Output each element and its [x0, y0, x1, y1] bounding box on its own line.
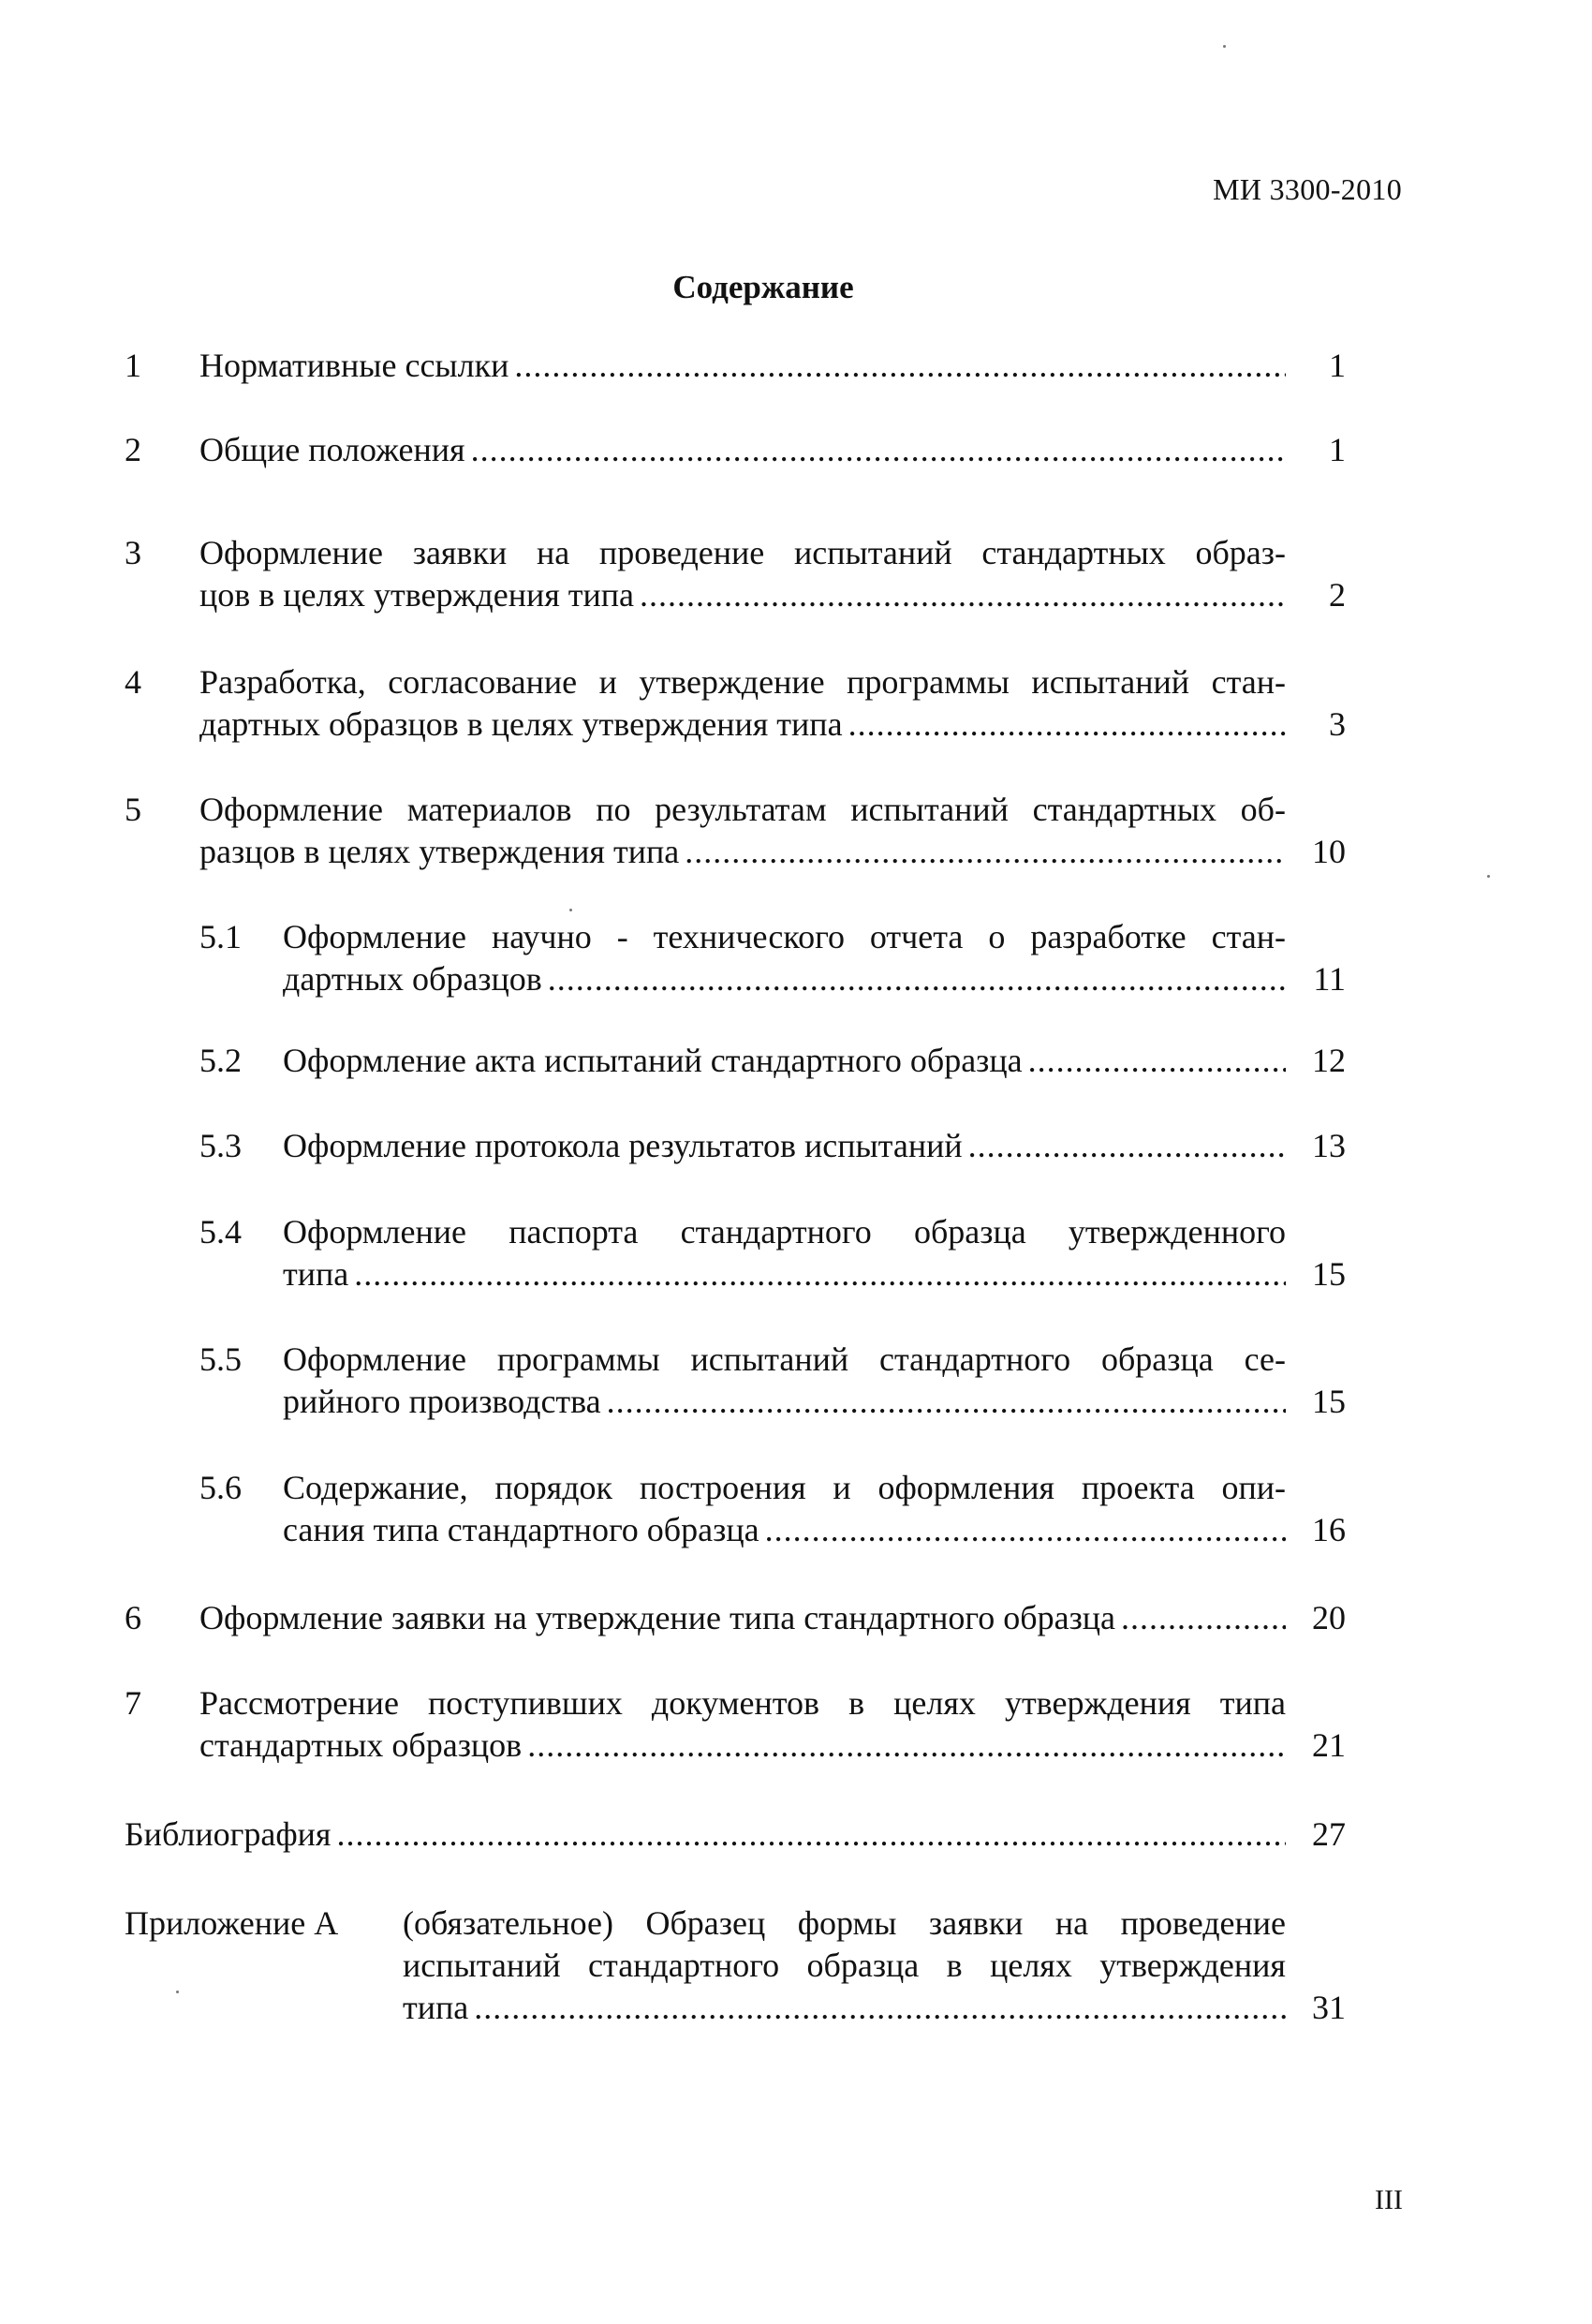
- toc-entry-title: типа: [283, 1255, 349, 1293]
- dot-leader: [765, 1509, 1286, 1551]
- page-number: III: [1375, 2184, 1403, 2215]
- toc-entry-text: [283, 916, 1286, 1000]
- toc-entry-last-line: [125, 1813, 1286, 1856]
- toc-entry-line: Оформление научно - технического отчета о разработке стан-: [283, 918, 1286, 955]
- toc-entry-title: дартных образцов в целях утверждения типа: [199, 705, 843, 743]
- toc-entry-last-line: [403, 1987, 1286, 2029]
- toc-entry-line: Оформление материалов по результатам испытаний стандартных об-: [199, 791, 1286, 828]
- toc-entry-last-line: [283, 1040, 1286, 1082]
- toc-entry-page: 10: [1312, 833, 1346, 870]
- dot-leader: [471, 429, 1286, 471]
- toc-entry-title: Оформление протокола результатов испытаний: [283, 1127, 963, 1164]
- toc-entry-page: 15: [1312, 1383, 1346, 1420]
- toc-entry-last-line: [199, 1724, 1286, 1767]
- toc-entry-text: [199, 1597, 1286, 1639]
- toc-entry-last-line: [283, 1509, 1286, 1551]
- dot-leader: [1121, 1597, 1286, 1639]
- toc-entry-page: 2: [1329, 576, 1346, 614]
- toc-entry-text: [199, 429, 1286, 471]
- dot-leader: [968, 1125, 1286, 1167]
- toc-entry-title: Оформление заявки на утверждение типа стандартного образца: [199, 1599, 1116, 1636]
- toc-entry-number: 5: [125, 791, 141, 828]
- toc-entry-line: Рассмотрение поступивших документов в целях утверждения типа: [199, 1684, 1286, 1722]
- dot-leader: [474, 1987, 1286, 2029]
- dot-leader: [1028, 1040, 1286, 1082]
- toc-entry-last-line: [199, 345, 1286, 387]
- toc-entry-page: 12: [1312, 1042, 1346, 1079]
- scan-speck: [1223, 45, 1226, 48]
- toc-entry-last-line: [199, 574, 1286, 616]
- toc-entry-page: 15: [1312, 1255, 1346, 1293]
- toc-entry-text: [283, 1467, 1286, 1551]
- toc-entry-text: [283, 1125, 1286, 1167]
- toc-entry-last-line: [199, 429, 1286, 471]
- toc-entry-last-line: [283, 1253, 1286, 1295]
- toc-entry-number: Приложение А: [125, 1904, 339, 1942]
- toc-entry-text: [199, 1682, 1286, 1767]
- toc-entry-number: 5.4: [199, 1213, 242, 1251]
- toc-entry-title: Оформление акта испытаний стандартного образца: [283, 1042, 1023, 1079]
- dot-leader: [640, 574, 1286, 616]
- toc-entry-title: стандартных образцов: [199, 1726, 523, 1764]
- toc-entry-text: [283, 1339, 1286, 1423]
- dot-leader: [548, 958, 1286, 1000]
- toc-entry-text: [283, 1040, 1286, 1082]
- dot-leader: [354, 1253, 1286, 1295]
- toc-entry-page: 31: [1312, 1989, 1346, 2026]
- toc-entry-line: Разработка, согласование и утверждение программы испытаний стан-: [199, 663, 1286, 701]
- toc-entry-page: 13: [1312, 1127, 1346, 1164]
- toc-entry-page: 1: [1329, 347, 1346, 384]
- toc-entry-last-line: [199, 703, 1286, 746]
- toc-entry-page: 21: [1312, 1726, 1346, 1764]
- toc-entry-number: 7: [125, 1684, 141, 1722]
- toc-entry-page: 16: [1312, 1511, 1346, 1548]
- toc-title: Содержание: [672, 269, 854, 305]
- dot-leader: [514, 345, 1286, 387]
- toc-entry-last-line: [199, 1597, 1286, 1639]
- toc-entry-title: разцов в целях утверждения типа: [199, 833, 680, 870]
- toc-entry-number: 4: [125, 663, 141, 701]
- dot-leader: [685, 831, 1286, 873]
- toc-entry-number: 5.5: [199, 1340, 242, 1378]
- toc-entry-number: 6: [125, 1599, 141, 1636]
- toc-entry-line: (обязательное) Образец формы заявки на проведение: [403, 1904, 1286, 1942]
- toc-entry-number: 5.1: [199, 918, 242, 955]
- toc-entry-text: [199, 532, 1286, 616]
- toc-entry-number: 3: [125, 534, 141, 571]
- toc-entry-title: Библиография: [125, 1815, 332, 1853]
- toc-entry-title: Общие положения: [199, 431, 465, 468]
- toc-entry-title: цов в целях утверждения типа: [199, 576, 635, 614]
- toc-entry-title: типа: [403, 1989, 469, 2026]
- scan-speck: [1487, 875, 1490, 878]
- scan-speck: [569, 909, 572, 911]
- toc-entry-text: [199, 661, 1286, 746]
- toc-entry-text: [199, 345, 1286, 387]
- toc-entry-number: 2: [125, 431, 141, 468]
- toc-entry-line: Оформление программы испытаний стандартного образца се-: [283, 1340, 1286, 1378]
- toc-entry-text: [199, 789, 1286, 873]
- toc-entry-title: сания типа стандартного образца: [283, 1511, 759, 1548]
- toc-entry-last-line: [199, 831, 1286, 873]
- dot-leader: [527, 1724, 1286, 1767]
- toc-entry-page: 27: [1312, 1815, 1346, 1853]
- dot-leader: [848, 703, 1286, 746]
- toc-entry-text: [125, 1813, 1286, 1856]
- dot-leader: [607, 1381, 1286, 1423]
- toc-entry-last-line: [283, 958, 1286, 1000]
- toc-entry-last-line: [283, 1381, 1286, 1423]
- toc-entry-page: 3: [1329, 705, 1346, 743]
- toc-entry-line: Оформление заявки на проведение испытаний стандартных образ-: [199, 534, 1286, 571]
- toc-entry-title: дартных образцов: [283, 960, 542, 998]
- toc-entry-title: Нормативные ссылки: [199, 347, 509, 384]
- toc-entry-line: Содержание, порядок построения и оформления проекта опи-: [283, 1469, 1286, 1506]
- toc-entry-text: [403, 1902, 1286, 2029]
- toc-entry-line: испытаний стандартного образца в целях утверждения: [403, 1947, 1286, 1984]
- dot-leader: [336, 1813, 1286, 1856]
- toc-entry-title: рийного производства: [283, 1383, 601, 1420]
- toc-entry-number: 5.2: [199, 1042, 242, 1079]
- toc-entry-page: 11: [1313, 960, 1346, 998]
- scan-speck: [176, 1991, 179, 1993]
- toc-entry-page: 20: [1312, 1599, 1346, 1636]
- toc-entry-page: 1: [1329, 431, 1346, 468]
- toc-entry-number: 1: [125, 347, 141, 384]
- toc-entry-last-line: [283, 1125, 1286, 1167]
- toc-entry-number: 5.6: [199, 1469, 242, 1506]
- toc-entry-text: [283, 1211, 1286, 1295]
- toc-entry-line: Оформление паспорта стандартного образца утвержденного: [283, 1213, 1286, 1251]
- toc-entry-number: 5.3: [199, 1127, 242, 1164]
- document-code: МИ 3300-2010: [1213, 172, 1402, 206]
